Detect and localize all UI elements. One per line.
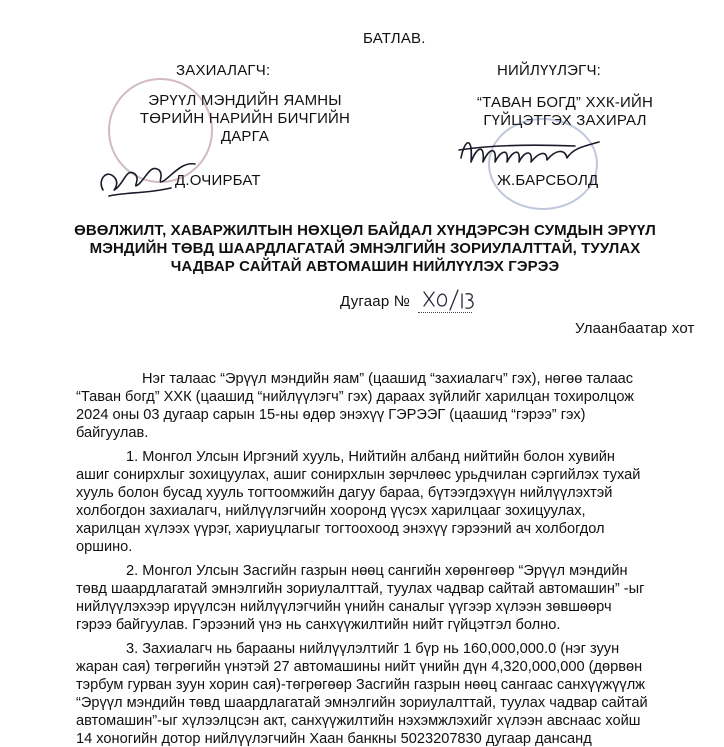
title-line1: ӨВӨЛЖИЛТ, ХАВАРЖИЛТЫН НӨХЦӨЛ БАЙДАЛ ХҮНДЭРСЭН СУМДЫН ЭРҮҮЛ bbox=[74, 222, 656, 239]
contract-number-line bbox=[418, 312, 472, 313]
clause-3-line: 3. Захиалагч нь барааны нийлүүлэлтийг 1 бүр нь 160,000,000.0 (нэг зуун bbox=[126, 641, 620, 657]
intro-line: байгуулав. bbox=[76, 425, 149, 441]
clause-1-line: холбогдон захиалагч, нийлүүлэгчийн хооронд үүсэх харилцааг зохицуулах, bbox=[76, 503, 586, 519]
clause-2-line: төвд шаардлагатай эмнэлгийн зориулалттай, туулах чадвар сайтай автомашин” -ыг bbox=[76, 581, 645, 597]
contract-number bbox=[340, 293, 410, 310]
supplier-org-line2: ГҮЙЦЭТГЭХ ЗАХИРАЛ bbox=[483, 112, 647, 129]
title-line3: ЧАДВАР САЙТАЙ АВТОМАШИН НИЙЛҮҮЛЭХ ГЭРЭЭ bbox=[170, 258, 560, 275]
contract-title bbox=[20, 222, 710, 276]
clause-1-line: хууль болон бусад хууль тогтоомжийн дагуу бараа, бүтээгдэхүүн нийлүүлэхтэй bbox=[76, 485, 613, 501]
clause-3-line: 14 хоногийн дотор нийлүүлэгчийн Хаан банкны 5023207830 дугаар дансанд bbox=[76, 731, 592, 747]
customer-role: ЗАХИАЛАГЧ: bbox=[176, 62, 271, 79]
title-line2: МЭНДИЙН ТӨВД ШААРДЛАГАТАЙ ЭМНЭЛГИЙН ЗОРИУЛАЛТТАЙ, ТУУЛАХ bbox=[89, 240, 641, 257]
clause-1-line: 1. Монгол Улсын Иргэний хууль, Нийтийн албанд нийтийн болон хувийн bbox=[126, 449, 615, 465]
supplier-name: Ж.БАРСБОЛД bbox=[497, 172, 599, 189]
customer-org-line3: ДАРГА bbox=[220, 128, 270, 145]
customer-org-line2: ТӨРИЙН НАРИЙН БИЧГИЙН bbox=[139, 110, 351, 127]
supplier-org-line1: “ТАВАН БОГД” ХХК-ИЙН bbox=[476, 94, 654, 111]
intro-line: Нэг талаас “Эрүүл мэндийн яам” (цаашид “захиалагч” гэх), нөгөө талаас bbox=[142, 371, 634, 387]
clause-3-line: “Эрүүл мэндийн төвд шаардлагатай эмнэлгийн зориулалттай, туулах чадвар сайтай bbox=[76, 695, 648, 711]
clause-3 bbox=[76, 640, 706, 747]
contract-number-handwritten bbox=[420, 286, 476, 314]
customer-name: Д.ОЧИРБАТ bbox=[175, 172, 261, 189]
clause-2 bbox=[76, 562, 706, 634]
clause-3-line: жаран сая) төгрөгийн үнэтэй 27 автомашины нийт үнийн дүн 4,320,000,000 (дөрвөн bbox=[76, 659, 643, 675]
supplier-signature bbox=[455, 128, 605, 178]
clause-3-line: автомашин”-ыг хүлээлцсэн акт, санхүүжилтийн нэхэмжлэхийг хүлээн авснаас хойш bbox=[76, 713, 641, 729]
clause-1-line: оршино. bbox=[76, 539, 133, 555]
city: Улаанбаатар хот bbox=[575, 320, 695, 337]
supplier-role: НИЙЛҮҮЛЭГЧ: bbox=[497, 62, 602, 79]
clause-1-line: харилцан хүлээх үүрэг, хариуцлагыг тогтоохоод энэхүү гэрээний ач холбогдол bbox=[76, 521, 605, 537]
customer-signature bbox=[95, 150, 205, 210]
clause-1 bbox=[76, 448, 706, 556]
intro-paragraph bbox=[76, 370, 706, 442]
contract-number-label: Дугаар № bbox=[340, 293, 411, 310]
approval-heading: БАТЛАВ. bbox=[363, 30, 426, 47]
customer-org-line1: ЭРҮҮЛ МЭНДИЙН ЯАМНЫ bbox=[148, 92, 342, 109]
intro-line: “Таван богд” ХХК (цаашид “нийлүүлэгч” гэх) дараах зүйлийг харилцан тохиролцож bbox=[76, 389, 635, 405]
intro-line: 2024 оны 03 дугаар сарын 15-ны өдөр энэхүү ГЭРЭЭГ (цаашид “гэрээ” гэх) bbox=[76, 407, 586, 423]
clause-2-line: гэрээ байгуулав. Гэрээний үнэ нь санхүүжилтийн нийт гүйцэтгэл болно. bbox=[76, 617, 561, 633]
clause-1-line: ашиг сонирхлыг зохицуулах, ашиг сонирхлын зөрчлөөс урьдчилан сэргийлэх тухай bbox=[76, 467, 641, 483]
clause-2-line: нийлүүлэхээр ирүүлсэн нийлүүлэгчийн үнийн саналыг үүгээр хүлээн зөвшөөрч bbox=[76, 599, 612, 615]
clause-2-line: 2. Монгол Улсын Засгийн газрын нөөц сангийн хөрөнгөөр “Эрүүл мэндийн bbox=[126, 563, 628, 579]
clause-3-line: тэрбум гурван зуун хорин сая)-төгрөгөөр Засгийн газрын нөөц сангаас санхүүжүүлж bbox=[76, 677, 645, 693]
